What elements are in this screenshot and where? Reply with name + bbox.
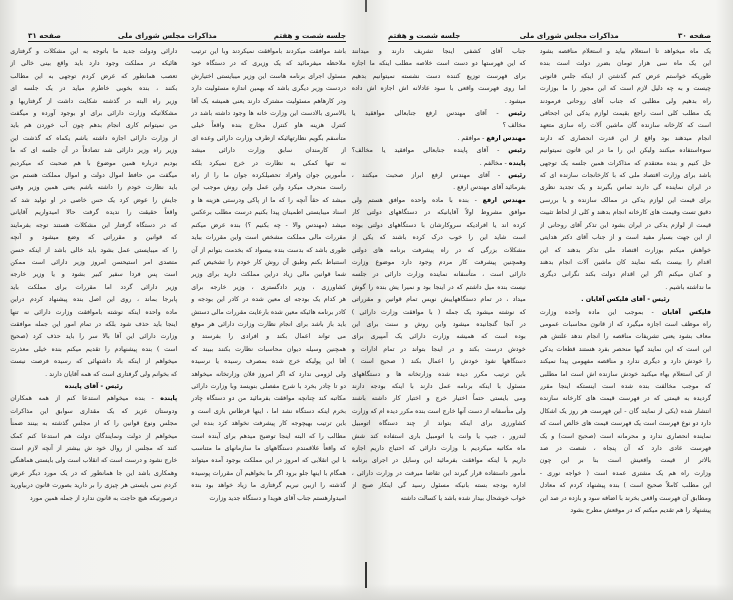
text-line: خارج نشود و درست است که انقلاب است ولی بایستی هماهنگی (10, 457, 178, 465)
text-line: که واقعاً علاقمندم دستگاههای ما سازمانهای ما متناسب (191, 445, 346, 452)
text-line: معاف بشود یعنی تشریفات مناقصه را انجام ندهد علتش هم (539, 333, 711, 341)
text-line: کردم نمی بایستی هر چیزی را بر دارید بصورت قانون دربیاورید (10, 482, 178, 490)
text-line: پابرجا بماند ، روی این اصل بنده پیشنهاد کردم دراین (10, 296, 178, 304)
text-line: جایش را عوض کرد یک حس خاصی در او تولید شد که (10, 196, 178, 204)
text-line: آقا این پولیکه خرج شده بمصرف رسیده یا نرسیده (191, 358, 346, 366)
text-line: میخواهم از اینکه باد داشتهائی که رسیده فرصت نیست (10, 358, 178, 366)
text-line: ودوستان عزیز که یک مقداری سوابق این مذاکرات (10, 407, 178, 415)
text-line: که در دستگاه گرفتار این مشکلات هستند توجه بفرمایند (10, 221, 178, 229)
text-line: کشاورزی ، وزیر دادگستری ، وزیر خارجه برای (191, 283, 346, 291)
text-line: خواب خوشحال بیدار شده باشد یا کسالت داشته (400, 494, 526, 502)
speaker-name: پاینده (160, 395, 178, 403)
speaker-name: فلیکس آقایان (661, 308, 711, 316)
speaker-name: رئیس (508, 110, 526, 118)
text-line: طوریکه خواستم عرض کنم گذشتن از اینکه جلس قانونی (539, 72, 711, 80)
binding-mark-top (365, 0, 367, 12)
text-line: با این انقلابی که امروز در این مملکت بوجود آمده میتواند (191, 457, 346, 465)
text-line: وزارت دارائی این آقا بالا سر را باید حذف کرد (صحیح (10, 333, 178, 341)
text-line: است شاید این را خوب درک کرده باشند که یکی از (351, 234, 526, 242)
text-line: دارد دو نوع فهرست است یک فهرست قیمت های خالص است که (539, 420, 711, 428)
text-line: کنترل هزینه هاو کنترل مخارج بنده واقعاً خیلی (191, 122, 346, 130)
running-head (388, 26, 711, 42)
text-line: راه بدهیم ولی مطلبی که جناب آقای روحانی فرمودند (539, 97, 711, 105)
text-line: وزارت راه هم یک مشتری عمده است ( خواجه نوری - (539, 469, 711, 477)
text-line: دارائی ودولت جدید ما باتوجه به این مشکلات و گرفتاری (10, 48, 178, 55)
speaker-line: رئیس - آقای فلیکس آقایان . (581, 296, 670, 304)
speaker-line: فلیکس آقایان - بموجب این ماده واحده وزارت (539, 308, 711, 316)
text-line: وزیر راه وزیر دارائی شد تصادفاً در آن جلسه ای که ما (10, 147, 178, 155)
text-line: مأمورین جوان وافراد تحصیلکرده جوان ما را از راه (191, 172, 346, 180)
text-line: امیدوارهستم جناب آقای هویدا و دستگاه جدید وزارت (209, 494, 346, 502)
column-right (540, 46, 711, 517)
speaker-line: پاینده - بنده میخواهم استدعا کنم از همه همکاران (10, 395, 178, 403)
text-line: میشد (مهندس والا - چه بکنیم ؟) بنده عرض میکنم (191, 221, 346, 229)
text-line: از کی استعلام بهاء میکنید خودش سازنده اش است اما مطلبی (539, 370, 711, 378)
text-line: نماینده انحصاری ندارد و محرمانه است (صحیح است) و یک (539, 432, 711, 440)
speaker-line: رئیس - آقای مهندس ارفع ابراز صحبت میکنند ، (351, 172, 526, 180)
text-line: فهرست عادی دارد که آن پنجاه ، شصت در صد (539, 445, 711, 452)
text-line: میشد که حقاً آنچه را که ما از پاکی ودرستی هزینه ها و (191, 196, 346, 204)
speaker-line: رئیس - آقای پاینده (64, 382, 123, 390)
session-title: جلسه شصت و هفتم (273, 31, 346, 40)
text-line: راه موظف است اجازه میگیرد که از قانون محاسبات عمومی (539, 320, 711, 328)
session-title: جلسه شصت و هفتم (388, 31, 461, 40)
text-line: هر کدام یک بودجه ای معین شده در کادر این بودجه و (191, 296, 346, 304)
text-line: گردیده به قیمتی که در فهرست قیمت های کارخانه سازنده (539, 395, 711, 403)
text-line: از این جهت بسیار مفید است و از جناب آقای دکتر هدایتی (539, 234, 711, 242)
text-line: اقدام را بیست بکنه نمایند کان ماشین آلات انجام بدهند (539, 258, 711, 266)
text-line: وزیر راه البته در گذشته شکایت داشت از گرفتاریها و (10, 97, 178, 105)
text-line: است پس فردا سفیر کبیر بشود و یا وزیر خارجه (10, 271, 178, 279)
text-line: که موجب مخالفت بنده شده است اینستکه اینجا مقرر (539, 382, 711, 390)
text-line: مقررات مالی مملکت مشخص است واین مقررات بباید (191, 234, 346, 242)
publication-title: مذاکرات مجلس شورای ملی (519, 31, 619, 40)
text-line: کشاورزی برای اینکه بتواند از چند دستگاه اتومبیل (351, 420, 526, 428)
text-line: بکنند ، بنده بخوبی خاطرم میاید در یک جلسه ای (10, 85, 178, 93)
page-edge-shadow (0, 584, 366, 600)
text-line: اداره بودجه بسته بانیکه مسئول رسید گی اینکار صبح از (351, 482, 526, 490)
text-line: دو تا چادر بخرد با شرح مفصلی بنویسد وبا وزارت دارائی (191, 382, 346, 390)
text-line: ولی متأسفانه از دست آنها خارج است بنده مکرر دیده ام که وزارت (351, 407, 526, 415)
text-line: همچنین وسیله دیوان محاسبات نظارت بکنند ببیند که (191, 345, 346, 353)
page-number: صفحه ۳۰ (678, 31, 711, 40)
text-line: از وزارت دارائی اجازه داشته باشم یکماه که گذشت این (10, 134, 178, 142)
speaker-name: رئیس (508, 172, 526, 180)
text-line: در ایران نماینده گی دارند تماس بگیرند و یک تجدید نظری (539, 184, 711, 192)
text-line: ودر کارهاهم مسئولیت مشترک دارند یعنی همیشه یک آقا (191, 97, 346, 105)
text-line: وزیر دارائی گردد اما مقررات برای مملکت باید (10, 283, 178, 291)
text-line: باید باز باشد برای انجام نظارت وزارت دارائی هر موقع (191, 320, 346, 328)
text-line: از کارمندان سابق وزارت دارائی میشد (191, 147, 346, 155)
text-line: در آنجا گنجانیده میشود واین روش و سنت برای این (351, 320, 526, 328)
text-columns (351, 46, 711, 517)
text-line: باین ترتیب مکرر دیده شده وزارتخانه ها و دستگاههای (351, 370, 526, 378)
text-line: مشکلات بزرگی که در راه پیشرفت برنامه های دولتی (351, 246, 526, 254)
text-line: ماده واحده اینکه نوشته باموافقت وزارت دارائی نه تنها (10, 308, 178, 316)
text-line: ومی بایستی حتماً اختیار خرج و اختیار کار داشته باشند (351, 395, 526, 403)
text-line: جناب آقای کشفی اینجا تشریف دارند و میدانند (351, 48, 526, 55)
text-line: دستگاهها نفوذ خودش را اعمال بکند ( صحیح است ) (351, 358, 526, 366)
text-line: که قوانین و مقرراتی که وضع میشود و آنچه (10, 234, 178, 242)
text-columns (10, 46, 346, 505)
text-line: مخالف ؟ (502, 122, 526, 130)
text-line: که بخوانم ولی گرفتاری است که همه آقایان دارند . (45, 370, 178, 378)
text-line: باید نظارت خودم را داشته باشم یعنی همین وزیر وقتی (10, 184, 178, 192)
text-line: میداد ، در تمام دستگاههاییش نویس تمام قوانین و مقرراتی (351, 296, 526, 304)
text-line: بخرم اینکه دستگاه نشد اما ، اینها قرطاس بازی است و (191, 407, 346, 415)
text-line: میگفت من حافظ اموال دولت و اموال مملکت هستم من (10, 172, 178, 180)
text-line: شما قوانین مالی زیاد دراین مملکت دارید برای وزیر (191, 271, 346, 279)
speaker-line: مهندس ارفع - بنده با ماده واحده موافق هستم ولی (351, 196, 526, 204)
text-line: حل کنیم و بنده معتقدم که مذاکرات همین جلسه یک توجهی (539, 159, 711, 167)
text-line: نیست بنده میل داشتم که در اینجا بود و نمیرا یش بنده را گوش (351, 283, 526, 291)
text-line: باشد موافقت میکردند باموافقت نمیکردند وبا این ترتیب (191, 48, 346, 55)
text-line: هائیکه در مملکت وجود دارد باید واقع بینی خالی از (10, 60, 178, 68)
speaker-line: رئیس - آقای پاینده جنابعالی موافقید یا مخالف؟ (351, 147, 526, 155)
text-line: وهمکاری باشد این جا همانطور که در یک مورد دیگر عرض (10, 469, 178, 477)
text-line: سوءاستفاده میکنند ولیکن این را ما در این قانون نمیتوانیم (539, 147, 711, 155)
text-line: مسئول با اینکه برنامه عمل دارند با اینکه بودجه دارند (351, 382, 526, 390)
text-line: اما روی فهرست واقعی با سود عادلانه اش اجازه اش داده (351, 85, 526, 93)
text-line: ملاحظه میفرمائید که یک وزیری که در دستگاه خود (191, 60, 346, 68)
text-line: نه تنها کمکی به نظارت در خرج نمیکرد بلکه (191, 159, 346, 167)
page-31 (0, 0, 366, 600)
page-30 (351, 0, 733, 600)
text-line: پیشنهاد را هم تقدیم میکنم که در موقعش مطرح بشود (570, 507, 711, 515)
text-line: ومطابق آن فهرست واقعی بخرند با اضافه سود و بازده در صد این (539, 494, 711, 502)
text-line: ماه مکاتبه میکردیم با وزارت دارائی که احتیاج داریم اجازه (351, 445, 526, 452)
text-line: این مطلب کاملاً صحیح است ) بنده پیشنهاد کردم که معادل (539, 482, 711, 490)
text-line: وهمچنین پیشرفت کار مردم وجود دارد موضوع وزارت (351, 258, 526, 266)
running-head (28, 26, 346, 42)
text-line: بودیم درباره همین موضوع با هم صحبت که میکردیم (10, 159, 178, 167)
publication-title: مذاکرات مجلس شورای ملی (117, 31, 217, 40)
text-line: کرده اند یا افرادیکه سروکارشان با دستگاههای دولتی بوده (351, 221, 526, 229)
text-line: قیمت از لوازم یدکی در ایران بشود این تذکر آقای روحانی از (539, 221, 711, 229)
text-line: مطالب را که البته اینجا توضیح میدهم برای آینده است (191, 432, 346, 440)
text-line: راست منحرف میکرد واین عمل واین روش موجب این (191, 184, 346, 192)
text-line: لندرور ، جیپ یا وانت یا اتومبیل باری استفاده کند شش (351, 432, 526, 440)
text-line: بفرمائید آقای مهندس ارفع . (453, 184, 526, 192)
text-line: که این فهرستها دو دست است خلاصه مطلب اینکه ما اجازه (351, 60, 526, 68)
text-line: میخواهم از دولت ونمایندگان دولت هم استدعا کنم کمک (10, 432, 178, 440)
text-line: میشود . (504, 97, 526, 105)
text-line: انجام میدهند بود واقع از این قدرت انحصاری که دارند (539, 134, 711, 142)
speaker-line: پاینده - مخالفم . (479, 159, 526, 167)
text-line: خودش درست بکند و در اینجا بتواند در تمام ادارات و (351, 345, 526, 353)
text-line: یک ماه میخواهد تا استعلام بیاید و استعلام مناقصه بشود (539, 48, 711, 55)
text-line: را که میبایستی عمل بشود باید خالی باشد از اینکه حسن (10, 246, 178, 254)
text-line: مأمور داستفاده قرار گیرند این تقاضا میرفت در وزارت دارائی ، (351, 469, 526, 477)
text-line: ما نداشته باشیم . (665, 283, 711, 291)
text-line: کنند که مجلس از روال خود ش بیشتر از آنچه لازم است (10, 445, 178, 452)
page-edge-shadow (366, 584, 733, 600)
text-line: اسناد میبایستی اطمینان پیدا بکنیم درست مطلب برعکس (191, 209, 346, 217)
text-line: این یک ماه سی هزار تومان بضرر دولت است بنده (539, 60, 711, 68)
speaker-name: پاینده (508, 159, 526, 167)
text-line: می تواند اعمال بکند و افرادی را بفرستد و (191, 333, 346, 341)
text-line: یک مطلب کلی است راجع بقیمت لوازم یدکی این اجحافی (539, 110, 711, 118)
text-line: دقیق تست وقیمت های کارخانه انجام بدهند و کلی از لحاظ تثبیت (539, 209, 711, 217)
text-line: گذشته را ازبین نبریم گرفتاری ما زیاد خواهد بود بنده (191, 482, 346, 490)
text-line: که نوشته میشود یک جمله ( با موافقت وزارت دارائی ) (351, 308, 526, 316)
page-number: صفحه ۳۱ (28, 31, 61, 40)
text-line: من نمیتوانم کاری انجام بدهم چون آب خوردن هم باید (10, 122, 178, 130)
text-line: مسئول اجرای برنامه هاست این وزیر میبایستی اختیارش (191, 72, 346, 80)
text-line: را خودش دارد و دیگری ندارد و مناقصه مفهومی پیدا نمیکند (539, 358, 711, 366)
speaker-line: مهندس ارفع - موافقم . (457, 134, 526, 142)
column-left (352, 46, 526, 517)
column-left (10, 46, 177, 505)
text-line: متصدی امر استیحسن امروز وزیر دارائی است ممکن (10, 258, 178, 266)
text-line: باشد برای وزارت اقتصاد ملی که با کارخانجات سازنده ای که (539, 172, 711, 180)
speaker-name: مهندس ارفع (482, 196, 526, 204)
text-line: طوری باشد که بدست بنده بیسواد که بخدمت بتوانم از آن (191, 246, 346, 254)
text-line: موافق مشروط اولاً آقایانیکه در دستگاههای دولتی کار (351, 209, 526, 217)
text-line: دارائی است ، متأسفانه نماینده وزارت دارائی در جلسه (351, 271, 526, 279)
text-line: تعصب همانطور که عرض کردم توجهی به این مطالب (10, 72, 178, 80)
binding-mark-bottom (365, 562, 367, 588)
text-line: این است که این نمایند گیها منحصر بفرد هستند قطعات یدکی (539, 345, 711, 353)
text-line: کادر برنامه هائیکه معین شده بارعایت مقررات مالی دستش (191, 308, 346, 316)
text-line: مشکلاتیکه وزارت دارائی برای او بوجود آورده و میگفت (10, 110, 178, 118)
text-line: است که کارخانه سازنده گان ماشین آلات راه سازی متعهد (539, 122, 711, 130)
text-line: دردست وزیر دیگری باشد که بهمین اندازه مسئولیت دارد (191, 85, 346, 93)
text-line: و کمان میکنم اگر این اقدام دولت بکند نگرانی دیگری (539, 271, 711, 279)
text-line: بالاسری بالادست این وزارت خانه ها وجود داشته باشد در (191, 110, 346, 118)
text-line: بالاتر از قیمت واقعیش است بنا بر این چون (539, 457, 711, 465)
speaker-line: رئیس - آقای مهندس ارفع جنابعالی موافقید یا (351, 110, 526, 118)
text-line: برای فهرست توزیع کننده دست نشسته نمیتوانیم بدهیم (351, 72, 526, 80)
text-line: بوده است که همیشه وزارت دارائی یک آمپیری برای (351, 333, 526, 341)
text-line: مجلس ونوع قوانین را که از مجلس گذشته به بینند ضمناً (10, 420, 178, 428)
text-line: انتشار شده (یکی از نمایند گان - این فهرست هر روز یک اشکال (539, 407, 711, 415)
speaker-name: مهندس ارفع (486, 134, 526, 142)
text-line: استنباط بکنم وطبق آن روش کار خودم را تشخیص کنم (191, 258, 346, 266)
text-line: همگام با اینها جلو برود اگر ما بخواهیم آن مقررات پوسیده (191, 469, 346, 477)
text-line: است ) بنده پیشنهادم را تقدیم میکنم بنده خیلی معذرت (10, 345, 178, 353)
text-line: خواهش میکنم بوزارت اقتصاد ملی تذکر بدهند که این (539, 246, 711, 254)
text-line: ولی لزومی ندارد که اگر امروز فلان وزارتخانه میخواهد (191, 370, 346, 378)
text-line: واقعاً حقیقت را ندیده گرفت حالا امیدواریم آقایانی (10, 209, 178, 217)
text-line: چیست و به چه دلیل لازم است که این مجوز را ما بوزارت (539, 85, 711, 93)
text-line: درصورتیکه هیچ حاجت به قانون ندارد از جمله همین مورد (29, 494, 178, 502)
column-right (191, 46, 346, 505)
text-line: برای قیمت این لوازم یدکی در ممالک سازنده و یا بررسی (539, 196, 711, 204)
text-line: داریم با اینکه موافقت بفرمائید این وسایل در اجرای برنامه (351, 457, 526, 465)
speaker-name: رئیس (508, 147, 526, 155)
text-line: متأسفم بگویم نظارتهائیکه ازطرف وزارت دارائی وعده ای (191, 134, 346, 142)
text-line: باین ترتیب بهیچوجه کار پیشرفت نخواهد کرد بنده این (191, 420, 346, 428)
text-line: مکاتبه کند چنانچه موافقت بفرمائید من دو دستگاه چادر (191, 395, 346, 403)
text-line: اینجا باید حذف شود بلکه در تمام امور این جمله موافقت (10, 320, 178, 328)
